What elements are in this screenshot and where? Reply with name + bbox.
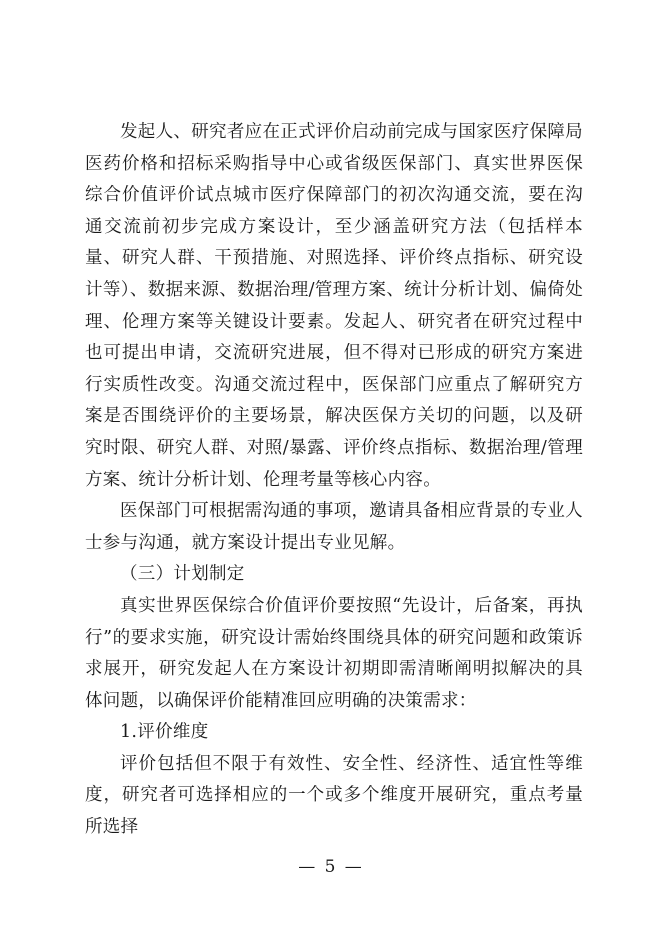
document-body [85, 117, 583, 844]
paragraph-plan-requirements: 真实世界医保综合价值评价要按照“先设计，后备案，再执行”的要求实施，研究设计需始终围绕具体的研究问题和政策诉求展开，研究发起人在方案设计初期即需清晰阐明拟解决的具体问题，以确保评价能精准回应明确的决策需求： [85, 595, 583, 711]
section-heading-plan: （三）计划制定 [120, 564, 245, 585]
subheading-evaluation-dimensions: 1.评价维度 [120, 722, 209, 743]
paragraph-communication: 发起人、研究者应在正式评价启动前完成与国家医疗保障局医药价格和招标采购指导中心或省级医保部门、真实世界医保综合价值评价试点城市医疗保障部门的初次沟通交流，要在沟通交流前初步完成方案设计，至少涵盖研究方法（包括样本量、研究人群、干预措施、对照选择、评价终点指标、研究设计等）、数据来源、数据治理/管理方案、统计分析计划、偏倚处理、伦理方案等关键设计要素。发起人、研究者在研究过程中也可提出申请，交流研究进展，但不得对已形成的研究方案进行实质性改变。沟通交流过程中，医保部门应重点了解研究方案是否围绕评价的主要场景，解决医保方关切的问题，以及研究时限、研究人群、对照/暴露、评价终点指标、数据治理/管理方案、统计分析计划、伦理考量等核心内容。 [85, 122, 583, 490]
page-number: — 5 — [298, 857, 364, 877]
paragraph-expert-invite: 医保部门可根据需沟通的事项，邀请具备相应背景的专业人士参与沟通，就方案设计提出专业见解。 [85, 501, 583, 553]
paragraph-evaluation-dimensions: 评价包括但不限于有效性、安全性、经济性、适宜性等维度，研究者可选择相应的一个或多个维度开展研究，重点考量所选择 [85, 753, 583, 838]
